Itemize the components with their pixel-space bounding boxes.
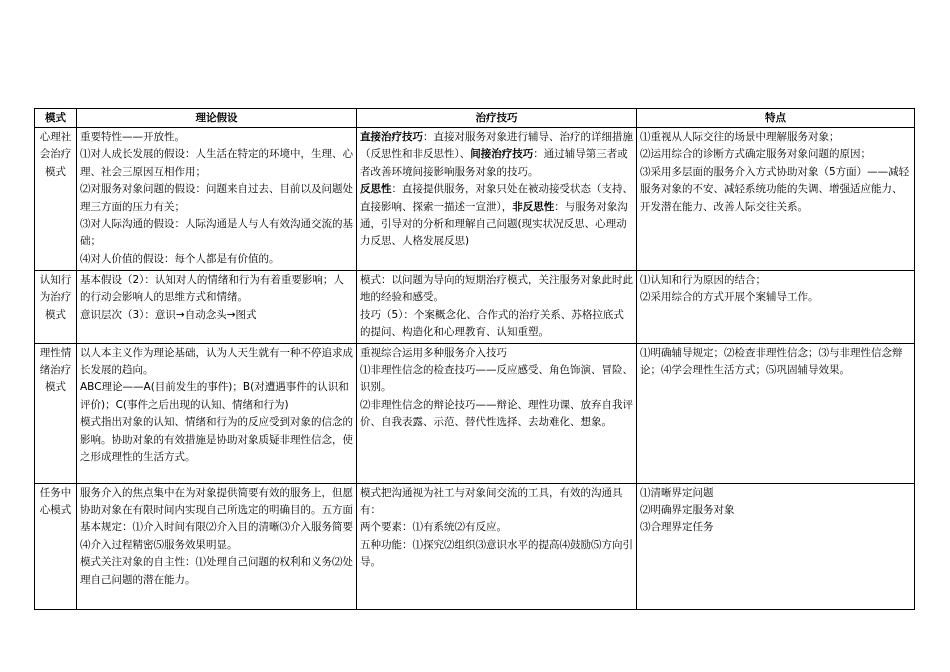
model-name-line: 心模式: [39, 504, 72, 517]
model-name: [35, 271, 77, 344]
nonreflective-title: 非反思性: [512, 200, 555, 213]
model-name-line: 绪治疗: [39, 364, 72, 377]
feature-line: ⑵采用综合的方式开展个案辅导工作。: [640, 291, 819, 304]
model-name-line: 心理社: [39, 131, 72, 143]
technique-cell: [357, 343, 637, 483]
technique-line: ⑴非理性信念的检查技巧——反应感受、角色饰演、冒险、识别。: [360, 364, 633, 394]
indirect-text: ：通过辅导第三者或者改善环境间接影响服务对象的技巧。: [360, 148, 628, 178]
technique-line: ⑵非理性信念的辩论技巧——辩论、理性功课、放弃自我评价、自我表露、示范、替代性选择、去劫难化、想象。: [360, 398, 633, 429]
header-row: [35, 109, 915, 128]
table-row: [35, 343, 915, 483]
features-cell: [637, 128, 915, 271]
model-name-line: 理性情: [39, 346, 72, 359]
features-cell: [637, 343, 915, 483]
table-row: [35, 128, 915, 271]
model-name-line: 模式: [45, 165, 66, 178]
direct-title: 直接治疗技巧: [360, 131, 423, 143]
technique-line: 技巧（5）：个案概念化、合作式的治疗关系、苏格拉底式的提问、构造化和心理教育、认知重塑。: [360, 308, 624, 339]
theory-line: 服务介入的焦点集中在为对象提供简要有效的服务上，但愿协助对象在有限时间内实现自己所选定的明确目的。五方面基本规定：⑴介入时间有限⑵介入目的清晰⑶介入服务简要⑷介入过程精密⑸服务效果明显。: [80, 486, 353, 551]
feature-line: ⑴认知和行为原因的结合；: [640, 274, 766, 286]
model-name-line: 为治疗: [39, 291, 72, 304]
direct-text: ：直接对服务对象进行辅导、治疗的详细措施（反思性和非反思性）、: [360, 131, 633, 161]
model-name-line: 认知行: [39, 274, 72, 286]
technique-cell: [357, 271, 637, 344]
technique-line: 模式把沟通视为社工与对象间交流的工具，有效的沟通具有：: [360, 486, 623, 517]
theory-cell: [77, 343, 357, 483]
theory-line: 以人本主义作为理论基础，认为人天生就有一种不停追求成长发展的趋向。: [80, 346, 353, 377]
technique-line: 五种功能：⑴探究⑵组织⑶意识水平的提高⑷鼓励⑸方向引导。: [360, 538, 633, 569]
header-theory: 理论假设: [77, 109, 357, 128]
theory-line: ⑶对人际沟通的假设：人际沟通是人与人有效沟通交流的基础；: [80, 218, 353, 248]
theory-line: ⑴对人成长发展的假设：人生活在特定的环境中，生理、心理、社会三原因互相作用；: [80, 148, 353, 178]
feature-line: ⑴清晰界定问题: [640, 486, 714, 499]
theory-line: 重要特性——开放性。: [80, 131, 185, 143]
model-name-line: 模式: [45, 381, 66, 394]
technique-line: 两个要素：⑴有系统⑵有反应。: [360, 521, 507, 534]
model-name-line: 模式: [45, 308, 66, 321]
feature-line: ⑵运用综合的诊断方式确定服务对象问题的原因；: [640, 148, 871, 161]
feature-line: ⑵明确界定服务对象: [640, 504, 735, 517]
model-name: [35, 343, 77, 483]
feature-line: ⑴明确辅导规定；⑵检查非理性信念；⑶与非理性信念辩论；⑷学会理性生活方式；⑸巩固辅导效果。: [640, 346, 903, 377]
reflective-title: 反思性: [360, 183, 392, 196]
features-cell: [637, 271, 915, 344]
table-row: [35, 483, 915, 609]
model-name: [35, 483, 77, 609]
technique-line: 模式：以问题为导向的短期治疗模式，关注服务对象此时此地的经验和感受。: [360, 274, 633, 304]
theory-line: ⑵对服务对象问题的假设：问题来自过去、目前以及问题处理三方面的压力有关；: [80, 183, 353, 213]
technique-line: 重视综合运用多种服务介入技巧: [360, 346, 507, 359]
table-row: [35, 271, 915, 344]
technique-paragraph: [360, 181, 633, 251]
technique-cell: [357, 483, 637, 609]
reflective-text: ：直接提供服务，对象只处在被动接受状态（支持、直接影响、探索一描述一宣泄），: [360, 183, 633, 213]
model-name-line: 会治疗: [39, 148, 72, 161]
header-technique: 治疗技巧: [357, 109, 637, 128]
models-table: [34, 108, 915, 610]
model-name-line: 任务中: [39, 486, 72, 499]
header-features: 特点: [637, 109, 915, 128]
indirect-title: 间接治疗技巧: [470, 148, 534, 161]
theory-cell: [77, 271, 357, 344]
feature-line: ⑴重视从人际交往的场景中理解服务对象；: [640, 131, 840, 143]
feature-line: ⑶合理界定任务: [640, 521, 714, 534]
theory-line: 意识层次（3）：意识→自动念头→图式: [80, 308, 257, 321]
theory-cell: [77, 483, 357, 609]
technique-paragraph: [360, 129, 633, 181]
feature-line: ⑶采用多层面的服务介入方式协助对象（5方面）——减轻服务对象的不安、减轻系统功能的失调、增强适应能力、开发潜在能力、改善人际交往关系。: [640, 165, 910, 213]
theory-line: 基本假设（2）：认知对人的情绪和行为有着重要影响；人的行动会影响人的思维方式和情绪。: [80, 274, 344, 304]
technique-cell: [357, 128, 637, 271]
nonreflective-text: ：与服务对象沟通，引导对的分析和理解自己问题(现实状况反思、心理动力反思、人格发展反思): [360, 200, 628, 248]
features-cell: [637, 483, 915, 609]
theory-line: ABC理论——A(目前发生的事件)；B(对遭遇事件的认识和评价)；C(事件之后出现的认知、情绪和行为): [80, 381, 349, 411]
model-name: [35, 128, 77, 271]
theory-line: ⑷对人价值的假设：每个人都是有价值的。: [80, 252, 280, 265]
theory-cell: [77, 128, 357, 271]
theory-line: 模式指出对象的认知、情绪和行为的反应受到对象的信念的影响。协助对象的有效措施是协助对象质疑非理性信念，使之形成理性的生活方式。: [80, 416, 353, 464]
header-mode: 模式: [35, 109, 77, 128]
theory-line: 模式关注对象的自主性：⑴处理自己问题的权利和义务⑵处理自己问题的潜在能力。: [80, 556, 353, 586]
